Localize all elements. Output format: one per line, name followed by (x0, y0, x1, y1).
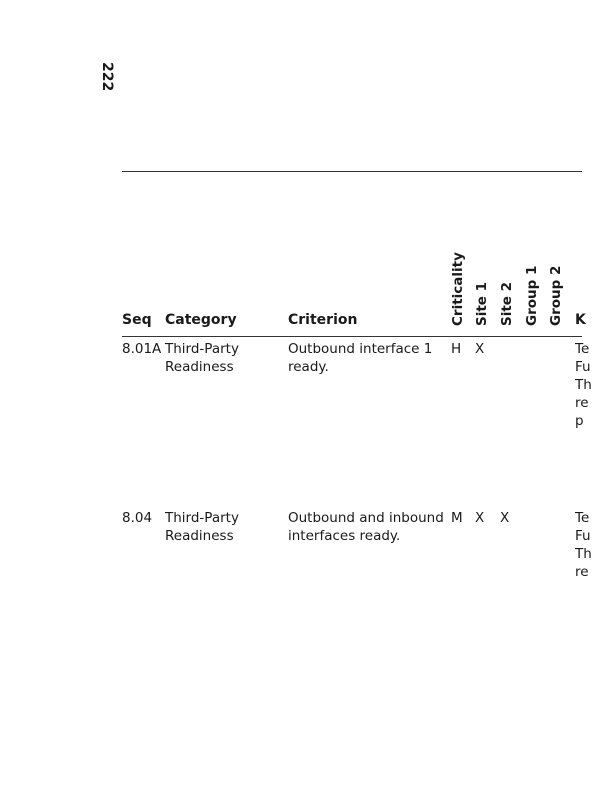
criterion-line: interfaces ready. (288, 528, 401, 544)
top-rule (122, 171, 582, 172)
header-criterion: Criterion (288, 312, 358, 328)
criterion-line: Outbound and inbound (288, 510, 444, 526)
criterion-line: ready. (288, 359, 329, 375)
header-cut-column: K (575, 312, 586, 328)
header-group-1: Group 1 (524, 265, 540, 326)
header-site-1: Site 1 (474, 281, 490, 326)
row-site-1: X (475, 341, 485, 357)
row-seq: 8.04 (122, 510, 153, 526)
category-line: Third-Party (165, 510, 239, 526)
row-site-2: X (500, 510, 510, 526)
row-criticality: H (451, 341, 462, 357)
row-seq: 8.01A (122, 341, 162, 357)
category-line: Readiness (165, 528, 234, 544)
header-category: Category (165, 312, 237, 328)
row-category (165, 340, 239, 376)
category-line: Readiness (165, 359, 234, 375)
row-category (165, 509, 239, 545)
page-number: 222 (99, 62, 115, 92)
cut-line: Te (575, 510, 590, 526)
header-site-2: Site 2 (499, 281, 515, 326)
cut-line: Te (575, 341, 590, 357)
cut-line: Th (575, 546, 592, 562)
criterion-line: Outbound interface 1 (288, 341, 433, 357)
cut-line: re (575, 564, 589, 580)
header-rule (122, 336, 582, 337)
cut-line: re (575, 395, 589, 411)
cut-line: Fu (575, 359, 591, 375)
row-criterion (288, 509, 444, 545)
category-line: Third-Party (165, 341, 239, 357)
row-site-1: X (475, 510, 485, 526)
cut-line: p (575, 413, 584, 429)
header-seq: Seq (122, 312, 152, 328)
row-cut-text (575, 509, 592, 581)
cut-line: Th (575, 377, 592, 393)
header-criticality: Criticality (450, 252, 466, 326)
row-cut-text (575, 340, 592, 430)
row-criterion (288, 340, 432, 376)
row-criticality: M (451, 510, 463, 526)
cut-line: Fu (575, 528, 591, 544)
header-group-2: Group 2 (548, 265, 564, 326)
